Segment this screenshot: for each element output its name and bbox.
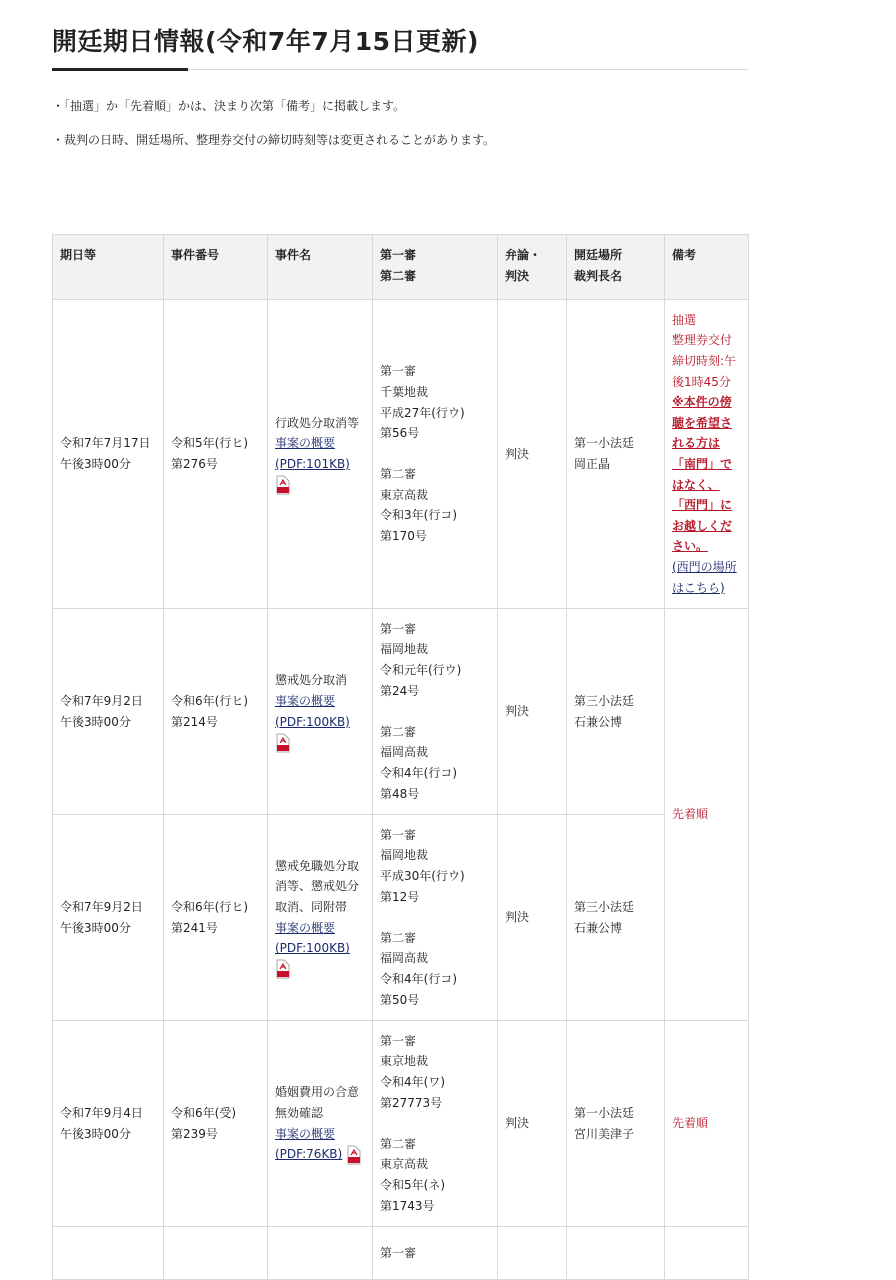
header-argument-judgment: 弁論・ 判決 [498, 235, 567, 300]
cell-case-number: 令和5年(行ヒ) 第276号 [164, 300, 268, 609]
cell-case-number [164, 1227, 268, 1280]
cell-lower-courts: 第一審 東京地裁 令和4年(ワ) 第27773号 第二審 東京高裁 令和5年(ネ) 第1743号 [373, 1021, 498, 1227]
cell-remarks [665, 1227, 749, 1280]
cell-case-name [268, 1227, 373, 1280]
cell-case-number: 令和6年(受) 第239号 [164, 1021, 268, 1227]
header-lower-courts: 第一審 第二審 [373, 235, 498, 300]
header-remarks: 備考 [665, 235, 749, 300]
cell-court-judge: 第三小法廷 石兼公博 [567, 815, 665, 1021]
pdf-icon[interactable] [275, 959, 291, 979]
cell-remarks: 先着順 [665, 609, 749, 1021]
cell-type: 判決 [498, 609, 567, 815]
schedule-table [52, 234, 749, 1280]
cell-date: 令和7年9月2日 午後3時00分 [53, 609, 164, 815]
header-court-judge: 開廷場所 裁判長名 [567, 235, 665, 300]
table-row [53, 1021, 749, 1227]
title-accent-bar [52, 68, 188, 71]
cell-lower-courts: 第一審 福岡地裁 令和元年(行ウ) 第24号 第二審 福岡高裁 令和4年(行コ) 第48号 [373, 609, 498, 815]
case-summary-link[interactable]: 事案の概要 [275, 436, 336, 451]
pdf-icon[interactable] [346, 1145, 362, 1165]
cell-type: 判決 [498, 1021, 567, 1227]
cell-case-number: 令和6年(行ヒ) 第214号 [164, 609, 268, 815]
cell-lower-courts: 第一審 千葉地裁 平成27年(行ウ) 第56号 第二審 東京高裁 令和3年(行コ) 第170号 [373, 300, 498, 609]
case-summary-pdf-link[interactable]: (PDF:100KB) [275, 941, 350, 956]
cell-type: 判決 [498, 300, 567, 609]
cell-type [498, 1227, 567, 1280]
cell-case-name: 懲戒免職処分取消等、懲戒処分取消、同附帯 事案の概要 (PDF:100KB) [268, 815, 373, 1021]
header-date: 期日等 [53, 235, 164, 300]
note-lottery: ・「抽選」か「先着順」かは、決まり次第「備考」に掲載します。 [52, 99, 406, 113]
case-summary-pdf-link[interactable]: (PDF:100KB) [275, 714, 350, 729]
cell-date: 令和7年9月4日 午後3時00分 [53, 1021, 164, 1227]
cell-date: 令和7年9月2日 午後3時00分 [53, 815, 164, 1021]
cell-type: 判決 [498, 815, 567, 1021]
west-gate-location-link[interactable]: (西門の場所 はこちら) [672, 559, 737, 595]
cell-lower-courts: 第一審 [373, 1227, 498, 1280]
table-row [53, 815, 749, 1021]
cell-case-name: 懲戒処分取消 事案の概要 (PDF:100KB) [268, 609, 373, 815]
cell-remarks: 先着順 [665, 1021, 749, 1227]
cell-lower-courts: 第一審 福岡地裁 平成30年(行ウ) 第12号 第二審 福岡高裁 令和4年(行コ) 第50号 [373, 815, 498, 1021]
cell-case-name: 婚姻費用の合意無効確認 事案の概要 (PDF:76KB) [268, 1021, 373, 1227]
page-title: 開廷期日情報(令和7年7月15日更新) [52, 27, 479, 56]
table-header-row [53, 235, 749, 300]
table-row [53, 300, 749, 609]
table-row [53, 609, 749, 815]
case-summary-link[interactable]: 事案の概要 [275, 920, 336, 935]
header-case-name: 事件名 [268, 235, 373, 300]
pdf-icon[interactable] [275, 475, 291, 495]
cell-court-judge: 第一小法廷 岡正晶 [567, 300, 665, 609]
pdf-icon[interactable] [275, 733, 291, 753]
cell-court-judge: 第一小法廷 宮川美津子 [567, 1021, 665, 1227]
case-summary-link[interactable]: 事案の概要 [275, 693, 336, 708]
cell-date: 令和7年7月17日 午後3時00分 [53, 300, 164, 609]
cell-date [53, 1227, 164, 1280]
cell-case-name: 行政処分取消等 事案の概要 (PDF:101KB) [268, 300, 373, 609]
cell-remarks: 抽選 整理券交付 締切時刻:午 後1時45分 ※本件の傍 聴を希望さ れる方は 「南門」で はなく、 「西門」に お越しくだ さい。 (西門の場所 はこちら) [665, 300, 749, 609]
cell-court-judge [567, 1227, 665, 1280]
case-summary-link[interactable]: 事案の概要 [275, 1126, 336, 1141]
case-summary-pdf-link[interactable]: (PDF:101KB) [275, 457, 350, 471]
note-changes: ・裁判の日時、開廷場所、整理券交付の締切時刻等は変更されることがあります。 [52, 133, 496, 147]
case-summary-pdf-link[interactable]: (PDF:76KB) [275, 1147, 343, 1162]
cell-court-judge: 第三小法廷 石兼公博 [567, 609, 665, 815]
table-row [53, 1227, 749, 1280]
header-case-number: 事件番号 [164, 235, 268, 300]
cell-case-number: 令和6年(行ヒ) 第241号 [164, 815, 268, 1021]
